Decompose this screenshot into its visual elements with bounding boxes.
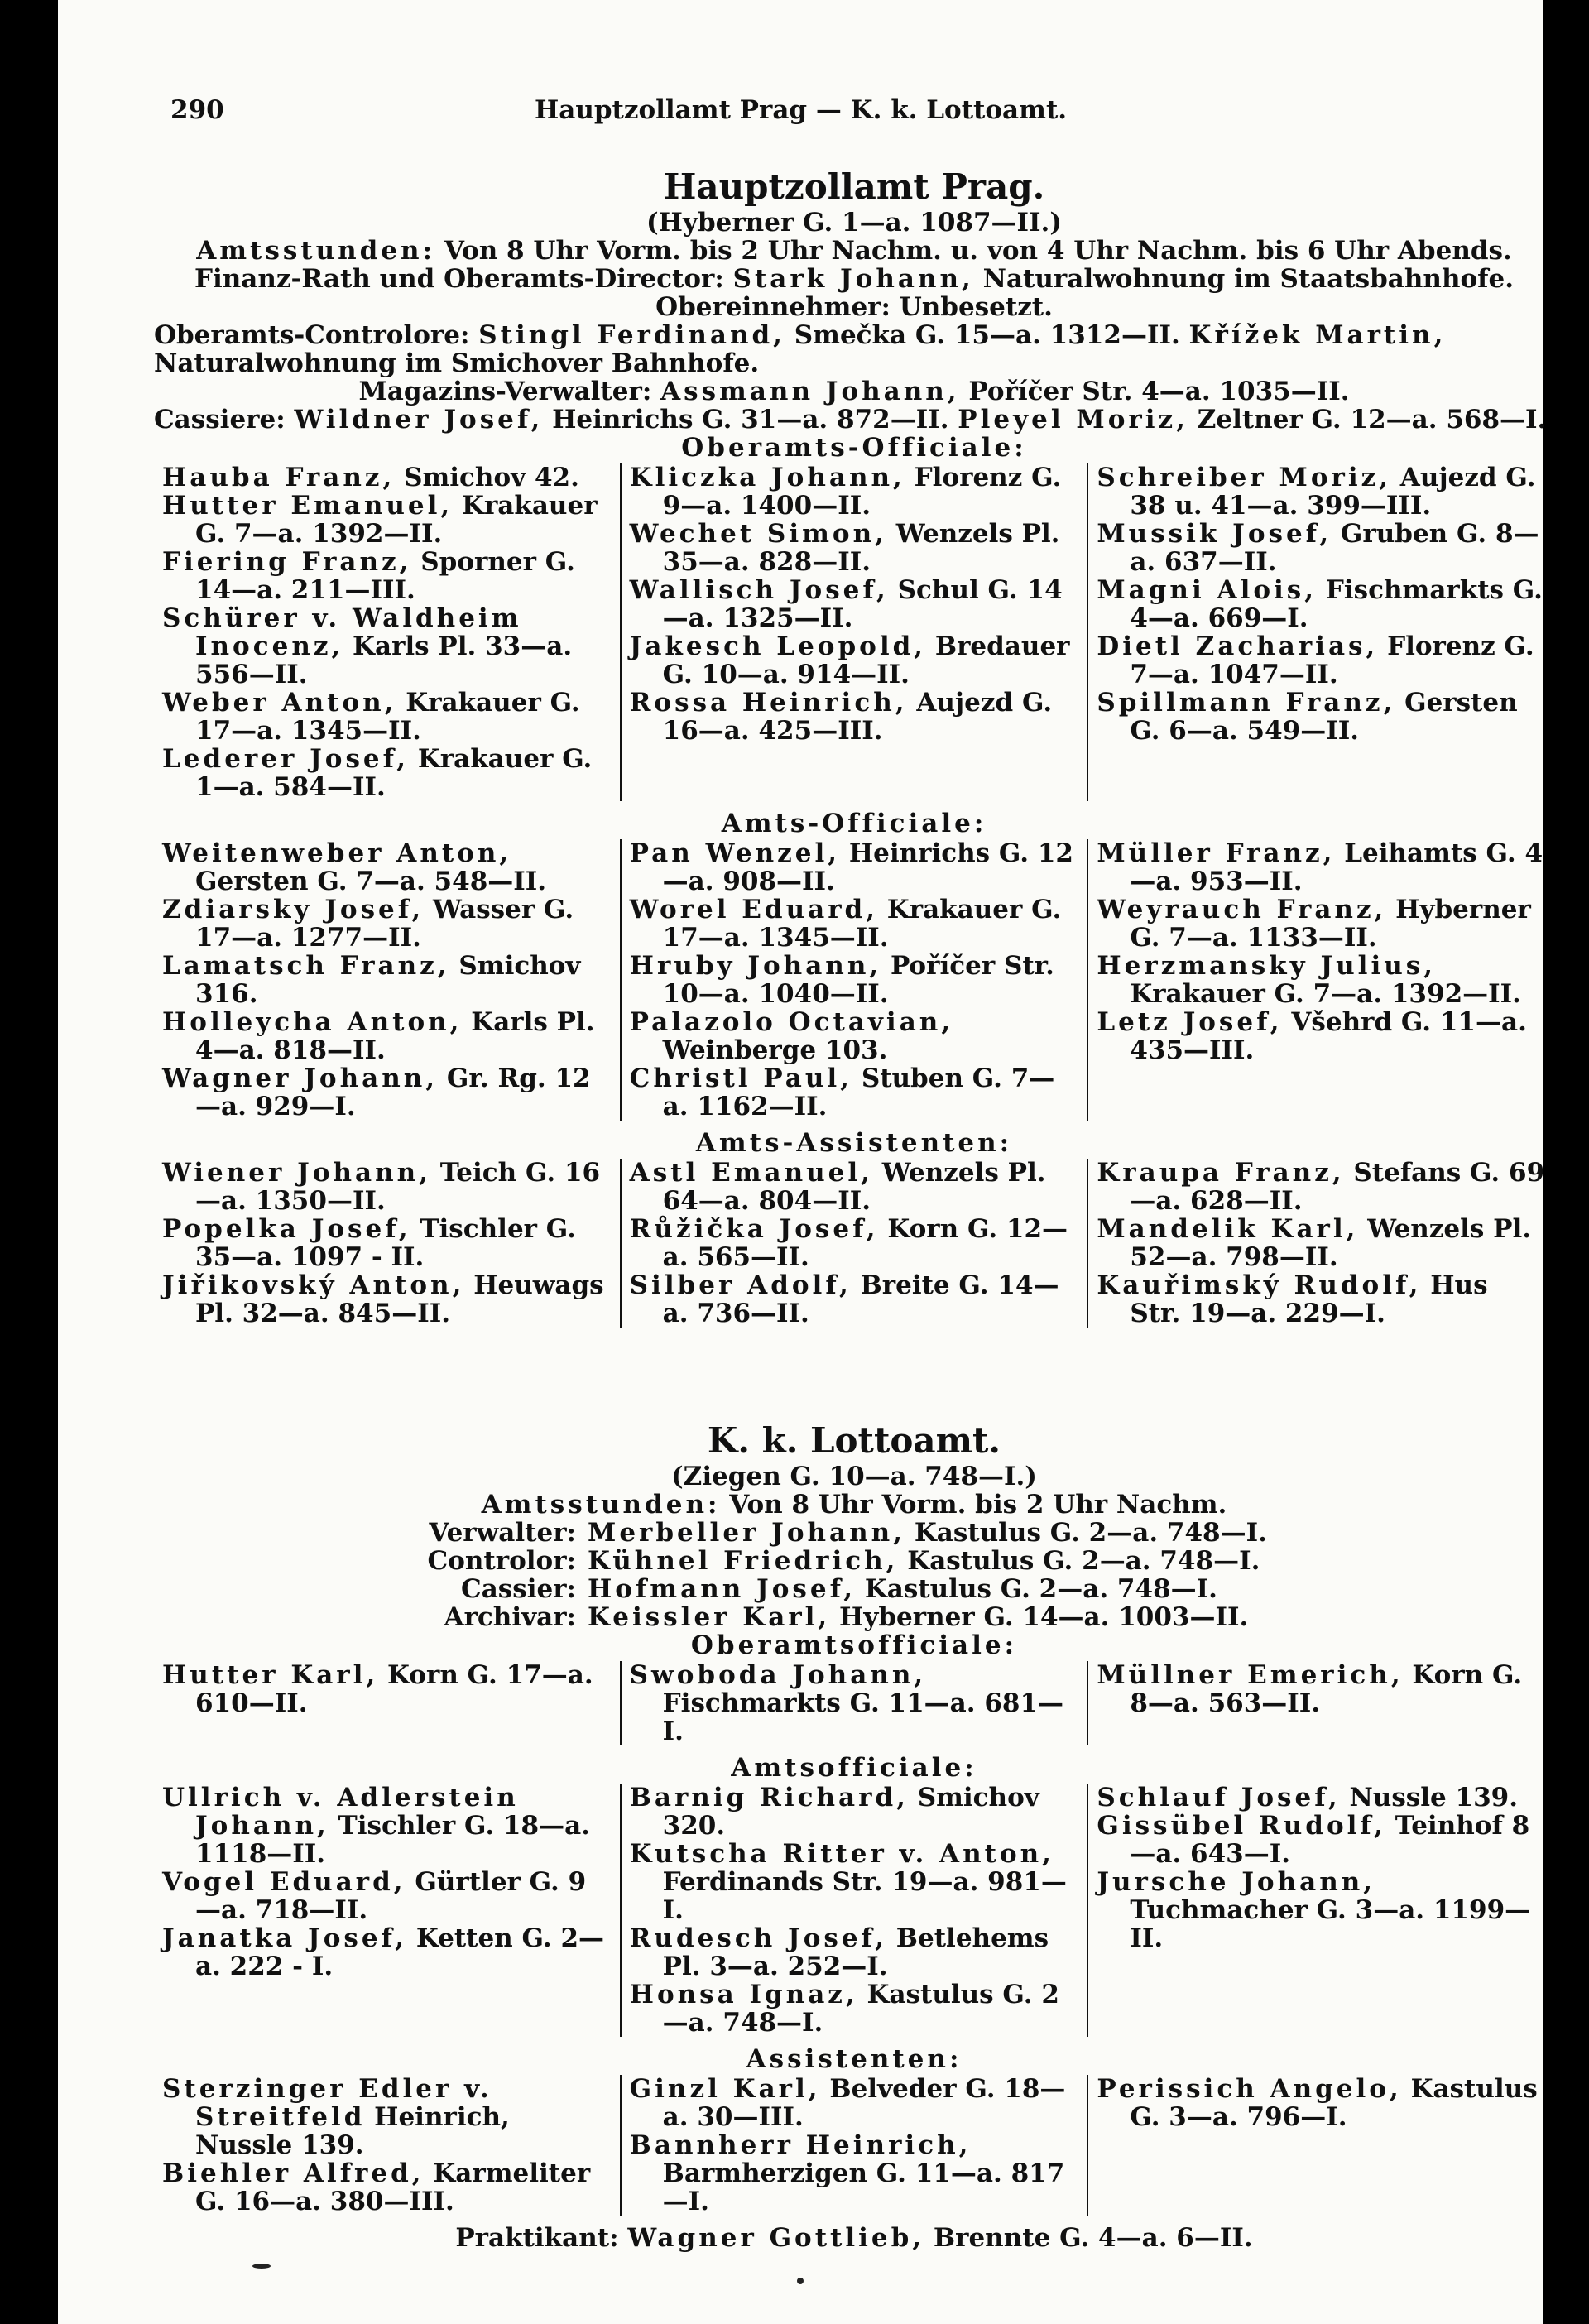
person-entry — [630, 1008, 1079, 1064]
zollamt-sections — [154, 434, 1554, 1328]
director-rest: Naturalwohnung im Staatsbahnhofe. — [982, 264, 1515, 294]
person-address: Barmherzigen G. 11—a. 817—I. — [662, 2158, 1065, 2216]
person-name: Schlauf Josef, — [1097, 1783, 1341, 1813]
person-address: Florenz G. 9—a. 1400—II. — [662, 463, 1062, 521]
person-name: Zdiarsky Josef, — [162, 895, 425, 924]
official-name: Keissler Karl, — [588, 1602, 831, 1632]
person-entry — [162, 1271, 612, 1328]
person-name: Mussik Josef, — [1097, 519, 1332, 549]
person-address: Krakauer G. 7—a. 1392—II. — [195, 491, 598, 549]
zollamt-block — [154, 166, 1554, 1336]
person-entry — [162, 2075, 612, 2159]
section-heading: Assistenten: — [746, 2044, 963, 2074]
person-name: Perissich Angelo, — [1097, 2074, 1402, 2104]
person-address: Teinhof 8—a. 643—I. — [1130, 1811, 1530, 1869]
person-name: Swoboda Johann, — [629, 1660, 927, 1690]
person-name: Jursche Johann, — [1097, 1867, 1376, 1897]
person-entry — [630, 1784, 1079, 1840]
person-name: Ullrich v. Adlerstein Johann, — [162, 1783, 519, 1841]
person-name: Janatka Josef, — [162, 1923, 408, 1953]
magazin-name: Assmann Johann, — [660, 377, 960, 406]
person-name: Weyrauch Franz, — [1097, 895, 1387, 924]
person-name: Worel Eduard, — [629, 895, 878, 924]
person-address: Všehrd G. 11—a. 435—III. — [1130, 1007, 1527, 1065]
person-address: Tuchmacher G. 3—a. 1199—II. — [1130, 1895, 1531, 1953]
zollamt-director — [154, 265, 1554, 293]
person-entry — [162, 492, 612, 548]
person-address: Heuwags Pl. 32—a. 845—II. — [195, 1270, 604, 1328]
praktikant-rest: Brennte G. 4—a. 6—II. — [933, 2223, 1253, 2253]
person-entry — [630, 689, 1079, 745]
person-name: Popelka Josef, — [162, 1214, 411, 1244]
person-address: Wasser G. 17—a. 1277—II. — [195, 895, 574, 953]
person-name: Weitenweber Anton, — [162, 838, 512, 868]
column — [154, 1784, 620, 2037]
person-address: Korn G. 12—a. 565—II. — [662, 1214, 1068, 1272]
person-entry — [162, 548, 612, 604]
person-address: Gr. Rg. 12—a. 929—I. — [195, 1064, 591, 1121]
person-entry — [162, 1661, 612, 1717]
person-entry — [630, 1840, 1079, 1924]
magazin-rest: Poříčer Str. 4—a. 1035—II. — [968, 377, 1350, 406]
person-name: Rossa Heinrich, — [629, 688, 908, 718]
person-name: Sterzinger Edler v. Streitfeld — [162, 2074, 492, 2132]
praktikant-name: Wagner Gottlieb, — [627, 2223, 925, 2253]
person-entry — [1097, 1008, 1546, 1064]
lotto-official-row — [427, 1575, 1267, 1603]
section-columns — [154, 1661, 1554, 1745]
person-entry — [630, 2131, 1079, 2216]
column — [154, 2075, 620, 2216]
section-columns — [154, 839, 1554, 1121]
person-entry — [1097, 2075, 1546, 2131]
person-entry — [1097, 1661, 1546, 1717]
person-entry — [162, 745, 612, 801]
person-address: Karls Pl. 33—a. 556—II. — [195, 631, 573, 689]
column — [154, 463, 620, 801]
person-name: Christl Paul, — [629, 1064, 853, 1093]
person-address: Wenzels Pl. 35—a. 828—II. — [662, 519, 1060, 577]
cassiere-2-name: Pleyel Moriz, — [958, 405, 1188, 435]
person-name: Hruby Johann, — [629, 951, 882, 981]
person-name: Jakesch Leopold, — [629, 631, 927, 661]
official-label: Cassier: — [461, 1574, 576, 1604]
column — [620, 1784, 1087, 2037]
column — [154, 839, 620, 1121]
person-name: Müller Franz, — [1097, 838, 1336, 868]
person-address: Tischler G. 18—a. 1118—II. — [195, 1811, 590, 1869]
cassiere-label: Cassiere: — [154, 405, 286, 435]
person-name: Schreiber Moriz, — [1097, 463, 1391, 492]
person-entry — [630, 896, 1079, 952]
section-columns — [154, 2075, 1554, 2216]
person-address: Smichov 316. — [195, 951, 581, 1009]
person-address: Nussle 139. — [1349, 1783, 1519, 1813]
person-entry — [1097, 1159, 1546, 1215]
lotto-official-row — [427, 1519, 1267, 1547]
magazin-label: Magazins-Verwalter: — [358, 377, 652, 406]
person-name: Weber Anton, — [162, 688, 397, 718]
person-name: Müllner Emerich, — [1097, 1660, 1404, 1690]
person-entry — [162, 952, 612, 1008]
print-smudge — [252, 2264, 271, 2269]
person-name: Herzmansky Julius, — [1097, 951, 1436, 981]
zollamt-controlore — [154, 321, 1554, 377]
person-name: Wallisch Josef, — [629, 575, 889, 605]
column — [620, 2075, 1087, 2216]
person-entry — [162, 689, 612, 745]
person-address: Belveder G. 18—a. 30—III. — [662, 2074, 1066, 2132]
lotto-hours-text: Von 8 Uhr Vorm. bis 2 Uhr Nachm. — [729, 1490, 1227, 1520]
hours-text: Von 8 Uhr Vorm. bis 2 Uhr Nachm. u. von 4 Uhr Nachm. bis 6 Uhr Abends. — [444, 236, 1512, 266]
column — [154, 1661, 620, 1745]
person-name: Barnig Richard, — [629, 1783, 909, 1813]
lotto-title: K. k. Lottoamt. — [707, 1420, 1001, 1461]
person-address: Hyberner G. 7—a. 1133—II. — [1130, 895, 1531, 953]
person-name: Gissübel Rudolf, — [1097, 1811, 1386, 1841]
person-entry — [1097, 896, 1546, 952]
person-name: Jiřikovský Anton, — [162, 1270, 465, 1300]
person-name: Holleycha Anton, — [162, 1007, 463, 1037]
person-entry — [162, 1868, 612, 1924]
person-address: Kastulus G. 2—a. 748—I. — [662, 1980, 1059, 2038]
person-address: Smichov 320. — [662, 1783, 1039, 1841]
person-entry — [1097, 839, 1546, 896]
person-entry — [630, 520, 1079, 576]
column — [1087, 1784, 1554, 2037]
person-name: Kauřimský Rudolf, — [1097, 1270, 1422, 1300]
person-name: Růžička Josef, — [629, 1214, 879, 1244]
person-address: Wenzels Pl. 64—a. 804—II. — [662, 1158, 1046, 1216]
person-name: Rudesch Josef, — [629, 1923, 887, 1953]
person-address: Gruben G. 8—a. 637—II. — [1130, 519, 1539, 577]
controlore-2-name: Křížek Martin, — [1188, 320, 1447, 350]
controlore-2-rest: Naturalwohnung im Smichover Bahnhofe. — [154, 348, 760, 378]
lotto-block — [154, 1419, 1554, 2252]
person-name: Mandelik Karl, — [1097, 1214, 1359, 1244]
person-name: Honsa Ignaz, — [629, 1980, 858, 2009]
person-address: Weinberge 103. — [662, 1035, 888, 1065]
person-entry — [1097, 520, 1546, 576]
person-address: Krakauer G. 7—a. 1392—II. — [1130, 979, 1521, 1009]
cassiere-1-name: Wildner Josef, — [294, 405, 544, 435]
person-entry — [1097, 1868, 1546, 1952]
person-address: Gersten G. 7—a. 548—II. — [195, 867, 547, 896]
lotto-official-row — [427, 1547, 1267, 1575]
person-entry — [1097, 463, 1546, 520]
person-name: Kraupa Franz, — [1097, 1158, 1345, 1188]
lotto-official-row — [427, 1603, 1267, 1631]
column — [620, 1159, 1087, 1328]
zollamt-cassiere — [154, 406, 1554, 434]
person-address: Korn G. 17—a. 610—II. — [195, 1660, 593, 1718]
person-address: Teich G. 16—a. 1350—II. — [195, 1158, 601, 1216]
person-entry — [1097, 1271, 1546, 1328]
person-address: Kastulus G. 3—a. 796—I. — [1130, 2074, 1538, 2132]
person-name: Letz Josef, — [1097, 1007, 1283, 1037]
person-entry — [162, 1064, 612, 1121]
person-name: Vogel Eduard, — [162, 1867, 406, 1897]
person-name: Hauba Franz, — [162, 463, 396, 492]
person-entry — [630, 463, 1079, 520]
official-rest: Kastulus G. 2—a. 748—I. — [907, 1546, 1260, 1576]
person-entry — [630, 1215, 1079, 1271]
person-address: Heinrich, Nussle 139. — [195, 2102, 510, 2160]
person-name: Palazolo Octavian, — [629, 1007, 954, 1037]
column — [154, 1159, 620, 1328]
official-name: Hofmann Josef, — [588, 1574, 857, 1604]
controlore-label: Oberamts-Controlore: — [154, 320, 470, 350]
person-entry — [630, 1924, 1079, 1981]
official-rest: Kastulus G. 2—a. 748—I. — [864, 1574, 1217, 1604]
running-header — [58, 95, 1543, 137]
hours-label: Amtsstunden: — [196, 236, 436, 266]
official-label: Archivar: — [444, 1602, 576, 1632]
official-rest: Hyberner G. 14—a. 1003—II. — [839, 1602, 1249, 1632]
official-label: Verwalter: — [429, 1518, 576, 1548]
lotto-sections — [154, 1631, 1554, 2216]
column — [1087, 839, 1554, 1121]
person-name: Hutter Karl, — [162, 1660, 379, 1690]
section-heading: Amtsofficiale: — [731, 1753, 977, 1783]
section-columns — [154, 1159, 1554, 1328]
person-entry — [630, 576, 1079, 632]
zollamt-einnehmer: Obereinnehmer: Unbesetzt. — [655, 292, 1053, 322]
person-entry — [162, 839, 612, 896]
person-entry — [630, 839, 1079, 896]
person-address: Stefans G. 69—a. 628—II. — [1130, 1158, 1545, 1216]
person-name: Schürer v. Waldheim Inocenz, — [162, 603, 522, 661]
person-name: Lamatsch Franz, — [162, 951, 450, 981]
person-address: Hus Str. 19—a. 229—I. — [1130, 1270, 1488, 1328]
person-name: Wiener Johann, — [162, 1158, 431, 1188]
column — [1087, 1159, 1554, 1328]
person-name: Wechet Simon, — [629, 519, 887, 549]
person-entry — [162, 1784, 612, 1868]
cassiere-1-rest: Heinrichs G. 31—a. 872—II. — [552, 405, 949, 435]
column — [1087, 1661, 1554, 1745]
person-entry — [162, 1924, 612, 1981]
person-name: Fiering Franz, — [162, 547, 412, 577]
person-name: Dietl Zacharias, — [1097, 631, 1379, 661]
person-name: Magni Alois, — [1097, 575, 1318, 605]
section-columns — [154, 463, 1554, 801]
section-heading: Amts-Officiale: — [721, 809, 987, 838]
print-smudge — [797, 2278, 804, 2284]
person-name: Hutter Emanuel, — [162, 491, 454, 521]
person-address: Florenz G. 7—a. 1047—II. — [1130, 631, 1534, 689]
praktikant-line — [154, 2224, 1554, 2252]
official-name: Kühnel Friedrich, — [588, 1546, 899, 1576]
lotto-hours — [154, 1491, 1554, 1519]
person-entry — [1097, 1784, 1546, 1812]
person-name: Biehler Alfred, — [162, 2158, 425, 2188]
person-name: Pan Wenzel, — [629, 838, 841, 868]
person-entry — [162, 1159, 612, 1215]
column — [620, 1661, 1087, 1745]
person-entry — [1097, 1812, 1546, 1868]
person-name: Wagner Johann, — [162, 1064, 439, 1093]
person-address: Gürtler G. 9—a. 718—II. — [195, 1867, 587, 1925]
person-address: Schul G. 14—a. 1325—II. — [662, 575, 1063, 633]
person-entry — [630, 2075, 1079, 2131]
person-name: Bannherr Heinrich, — [629, 2130, 972, 2160]
person-entry — [630, 1661, 1079, 1745]
person-address: Karls Pl. 4—a. 818—II. — [195, 1007, 595, 1065]
column — [1087, 2075, 1554, 2216]
document-page — [58, 0, 1547, 2324]
person-entry — [630, 1159, 1079, 1215]
person-address: Smichov 42. — [404, 463, 579, 492]
person-name: Kutscha Ritter v. Anton, — [629, 1839, 1054, 1869]
person-address: Fischmarkts G. 11—a. 681—I. — [662, 1688, 1064, 1746]
cassiere-2-rest: Zeltner G. 12—a. 568—I. — [1197, 405, 1547, 435]
person-address: Ketten G. 2—a. 222 - I. — [195, 1923, 605, 1981]
person-name: Lederer Josef, — [162, 744, 410, 774]
person-address: Wenzels Pl. 52—a. 798—II. — [1130, 1214, 1532, 1272]
person-address: Krakauer G. 1—a. 584—II. — [195, 744, 593, 802]
person-address: Gersten G. 6—a. 549—II. — [1130, 688, 1518, 746]
person-entry — [1097, 1215, 1546, 1271]
zollamt-address: (Hyberner G. 1—a. 1087—II.) — [646, 208, 1063, 238]
person-address: Krakauer G. 17—a. 1345—II. — [662, 895, 1062, 953]
praktikant-label: Praktikant: — [455, 2223, 619, 2253]
person-address: Bredauer G. 10—a. 914—II. — [662, 631, 1070, 689]
person-address: Betlehems Pl. 3—a. 252—I. — [662, 1923, 1049, 1981]
person-name: Silber Adolf, — [629, 1270, 852, 1300]
controlore-1-name: Stingl Ferdinand, — [478, 320, 785, 350]
person-address: Krakauer G. 17—a. 1345—II. — [195, 688, 580, 746]
person-address: Aujezd G. 16—a. 425—III. — [662, 688, 1053, 746]
person-address: Karmeliter G. 16—a. 380—III. — [195, 2158, 591, 2216]
official-name: Merbeller Johann, — [588, 1518, 906, 1548]
person-entry — [162, 1215, 612, 1271]
person-entry — [1097, 576, 1546, 632]
person-entry — [630, 632, 1079, 689]
column — [620, 839, 1087, 1121]
director-label: Finanz-Rath und Oberamts-Director: — [194, 264, 724, 294]
zollamt-title: Hauptzollamt Prag. — [663, 166, 1045, 207]
person-address: Poříčer Str. 10—a. 1040—II. — [662, 951, 1054, 1009]
person-address: Breite G. 14—a. 736—II. — [662, 1270, 1059, 1328]
person-address: Leihamts G. 4—a. 953—II. — [1130, 838, 1543, 896]
person-address: Heinrichs G. 12—a. 908—II. — [662, 838, 1074, 896]
page-number: 290 — [170, 95, 224, 125]
person-entry — [630, 1064, 1079, 1121]
person-entry — [1097, 632, 1546, 689]
person-entry — [162, 2159, 612, 2216]
lotto-hours-label: Amtsstunden: — [481, 1490, 721, 1520]
person-address: Stuben G. 7—a. 1162—II. — [662, 1064, 1055, 1121]
section-heading: Oberamtsofficiale: — [690, 1630, 1018, 1660]
person-entry — [1097, 689, 1546, 745]
column — [1087, 463, 1554, 801]
person-entry — [630, 952, 1079, 1008]
person-entry — [1097, 952, 1546, 1008]
zollamt-hours — [154, 237, 1554, 265]
person-entry — [162, 896, 612, 952]
section-heading: Oberamts-Officiale: — [681, 433, 1027, 463]
person-name: Ginzl Karl, — [629, 2074, 821, 2104]
section-columns — [154, 1784, 1554, 2037]
section-heading: Amts-Assistenten: — [695, 1128, 1013, 1158]
running-title: Hauptzollamt Prag — K. k. Lottoamt. — [534, 95, 1068, 125]
person-name: Spillmann Franz, — [1097, 688, 1396, 718]
director-name: Stark Johann, — [732, 264, 974, 294]
person-address: Aujezd G. 38 u. 41—a. 399—III. — [1130, 463, 1536, 521]
controlore-1-rest: Smečka G. 15—a. 1312—II. — [794, 320, 1180, 350]
official-rest: Kastulus G. 2—a. 748—I. — [914, 1518, 1267, 1548]
person-entry — [630, 1981, 1079, 2037]
person-address: Ferdinands Str. 19—a. 981—I. — [662, 1867, 1067, 1925]
lotto-address: (Ziegen G. 10—a. 748—I.) — [671, 1462, 1037, 1491]
person-address: Tischler G. 35—a. 1097 - II. — [195, 1214, 576, 1272]
person-address: Fischmarkts G. 4—a. 669—I. — [1130, 575, 1543, 633]
person-entry — [162, 463, 612, 492]
person-entry — [162, 604, 612, 689]
zollamt-magazin — [154, 377, 1554, 406]
person-address: Sporner G. 14—a. 211—III. — [195, 547, 575, 605]
person-address: Korn G. 8—a. 563—II. — [1130, 1660, 1523, 1718]
official-label: Controlor: — [427, 1546, 576, 1576]
person-entry — [162, 1008, 612, 1064]
person-name: Kliczka Johann, — [629, 463, 905, 492]
column — [620, 463, 1087, 801]
lotto-officials — [427, 1519, 1267, 1631]
person-name: Astl Emanuel, — [629, 1158, 873, 1188]
person-entry — [630, 1271, 1079, 1328]
